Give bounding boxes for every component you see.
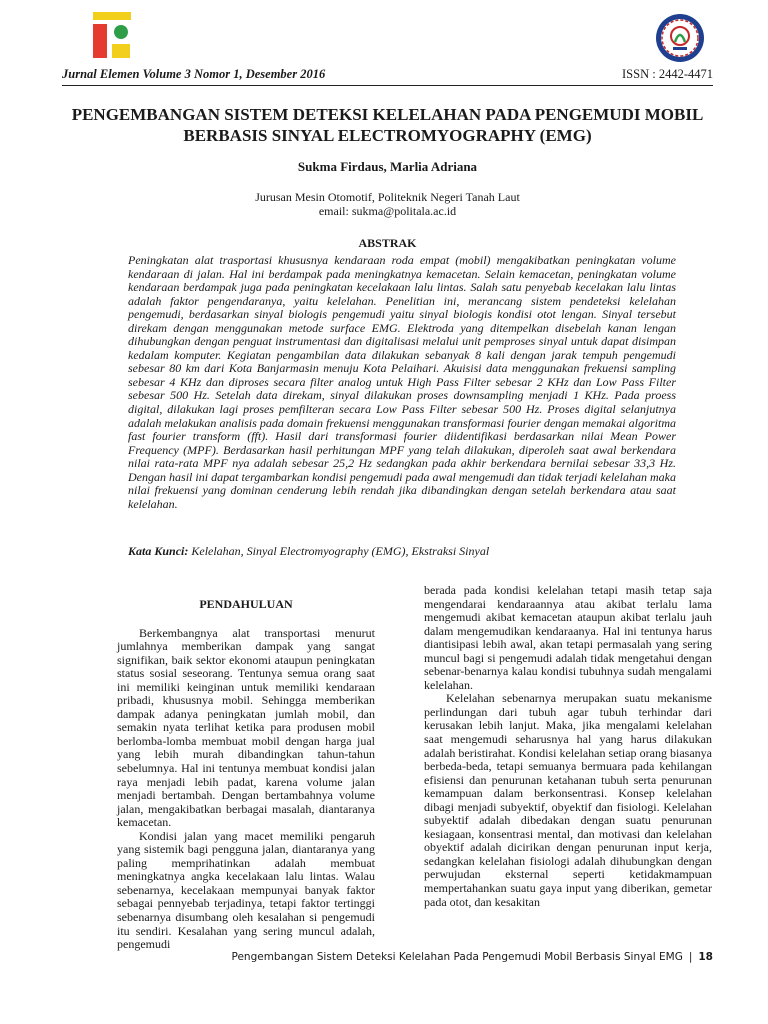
keywords: Kelelahan, Sinyal Electromyography (EMG), Ekstraksi Sinyal bbox=[191, 544, 490, 558]
running-title: Pengembangan Sistem Deteksi Kelelahan Pada Pengemudi Mobil Berbasis Sinyal EMG bbox=[231, 951, 683, 963]
left-column bbox=[117, 598, 375, 952]
paper-title: PENGEMBANGAN SISTEM DETEKSI KELELAHAN PADA PENGEMUDI MOBIL BERBASIS SINYAL ELECTROMYOGRAPHY (EMG) bbox=[71, 105, 704, 145]
email: email: sukma@politala.ac.id bbox=[318, 204, 457, 218]
abstract-heading: ABSTRAK bbox=[358, 236, 417, 250]
affiliation: Jurusan Mesin Otomotif, Politeknik Negeri Tanah Laut bbox=[255, 190, 520, 204]
journal-name: Jurnal Elemen Volume 3 Nomor 1, Desember 2016 bbox=[62, 67, 326, 81]
paragraph: Berkembangnya alat transportasi menurut jumlahnya memberikan dampak yang sangat signifikan, baik sektor ekonomi ataupun peningkatan status sosial seseorang. Tentunya semua orang saat ini memiliki keinginan untuk memiliki kendaraan pribadi, khususnya mobil. Sehingga memberikan dampak adanya peningkatan jumlah mobil, dan semakin nyata terlihat ketika para produsen mobil berlomba-lomba membuat mobil dengan harga jual yang lebih murah dibandingkan tahun-tahun sebelumnya. Hal ini tentunya membuat kondisi jalan raya menjadi lebih padat, karena volume jalan menjadi bertambah. Dengan bertambahnya volume jalan, mengakibatkan berbagai masalah, diantaranya kemacetan. bbox=[117, 625, 375, 830]
right-column bbox=[424, 584, 712, 909]
keywords-label: Kata Kunci: bbox=[128, 544, 189, 558]
keywords-line bbox=[128, 544, 676, 559]
journal-info-bar bbox=[62, 67, 713, 85]
paragraph: berada pada kondisi kelelahan tetapi masih tetap saja mengendarai kendaraannya atau akibat terlalu lama mengemudi akibat kemacetan ataupun akibat terlalu jauh dalam mengemudikan kendaraanya. Hal ini tentunya harus diantisipasi lebih awal, akan tetapi permasalah yang sering muncul bagi si pengemudi adalah tidak mengetahui dengan sebenar-benarnya kalau kondisi tubuhnya sudah mengalami kelelahan. bbox=[424, 583, 712, 692]
authors: Sukma Firdaus, Marlia Adriana bbox=[297, 159, 478, 174]
issn: ISSN : 2442-4471 bbox=[622, 67, 713, 81]
politeknik-seal bbox=[651, 12, 709, 64]
header-rule bbox=[62, 85, 713, 86]
page-footer bbox=[60, 951, 713, 963]
page-number: 18 bbox=[698, 951, 713, 963]
paragraph: Kondisi jalan yang macet memiliki pengaruh yang sistemik bagi pengguna jalan, diantaranya yang paling memprihatinkan adalah membuat meningkatnya angka kecelakaan lalu lintas. Walau sebenarnya, kecelakaan mempunyai banyak faktor sebagai pennyebab terjadinya, tetapi faktor tertinggi sebenarnya disumbang oleh kesalahan si pengemudi itu sendiri. Kesalahan yang sering muncul adalah, pengemudi bbox=[117, 828, 375, 952]
paragraph: Kelelahan sebenarnya merupakan suatu mekanisme perlindungan dari tubuh agar tubuh terhindar dari kerusakan lebih lanjut. Maka, jika mengalami kelelahan saat mengemudi seharusnya hal yang harus dilakukan adalah beristirahat. Kondisi kelelahan setiap orang biasanya berbeda-beda, tetapi semuanya bermuara pada kehilangan efisiensi dan penurunan ketahanan tubuh serta penurunan kemampuan dalam berkonsentrasi. Konsep kelelahan dibagi menjadi subyektif, obyektif dan fisiologi. Kelelahan subyektif adalah dibedakan dengan suatu penurunan kesiagaan, konsentrasi mental, dan motivasi dan kelelahan obyektif adalah dicirikan dengan penurunan input kerja, sedangkan kelelahan fisiologi adalah dihubungkan dengan perwujudan eksternal seperti ketidakmampuan mempertahankan suatu gaya input yang diberikan, gemetar pada otot, dan kesakitan bbox=[424, 691, 712, 909]
section-heading: PENDAHULUAN bbox=[199, 597, 293, 611]
abstract: Peningkatan alat trasportasi khususnya kendaraan roda empat (mobil) mengakibatkan peningkatan volume kendaraan di jalan. Hal ini berdampak pada meningkatnya kemacetan. Selain kemacetan, peningkatan volume kendaraan berdampak juga pada peningkatan kecelakaan lalu lintas. Salah satu penyebab kecelakan lalu lintas adalah faktor pengendaranya, yaitu kelelahan. Penelitian ini, merancang sistem pendeteksi kelelahan pengemudi, berdasarkan sinyal biologis pengemudi yaitu sinyal biologis kondisi otot lengan. Sinyal tersebut direkam dengan menggunakan metode surface EMG. Elektroda yang ditempelkan disebelah kanan lengan dihubungkan dengan penguat instrumentasi dan digitalisasi melalui unit pemproses sinyal untuk dapat disimpan kedalam komputer. Kegiatan pengambilan data dilakukan sebanyak 8 kali dengan jarak tempuh pengemudi sebesar 80 km dari Kota Banjarmasin menuju Kota Pelaihari. Akuisisi data menggunakan frekuensi sampling sebesar 4 KHz dan diproses secara filter analog untuk High Pass Filter sebesar 2 KHz dan Low Pass Filter sebesar 500 Hz. Setelah data direkam, sinyal dilakukan proses downsampling menjadi 1 KHz. Pada proess digital, dilakukan lagi proses pemfilteran secara Low Pass Filter sebesar 500 Hz. Proses digital selanjutnya adalah melakukan analisis pada domain frekuensi menggunakan transformasi fourier dengan memakai algoritma fast fourier transform (fft). Hasil dari transformasi fourier diidentifikasi berdasarkan nilai Mean Power Frequency (MPF). Berdasarkan hasil perhitungan MPF yang telah dilakukan, diperoleh saat awal berkendara nilai rata-rata MPF nya adalah sebesar 25,2 Hz sedangkan pada akhir berkendara bernilai sebesar 33,3 Hz. Dengan hasil ini dapat tergambarkan kondisi pengemudi pada awal mengemudi dan tidak terjadi kelelahan maka nilai frekuensi yang dominan cenderung lebih rendah jika dibandingkan dengan setelah berkendara atau saat kelelahan. bbox=[128, 253, 676, 511]
affiliation-block bbox=[62, 190, 713, 218]
journal-logo bbox=[93, 12, 131, 58]
footer-separator: | bbox=[688, 951, 693, 963]
